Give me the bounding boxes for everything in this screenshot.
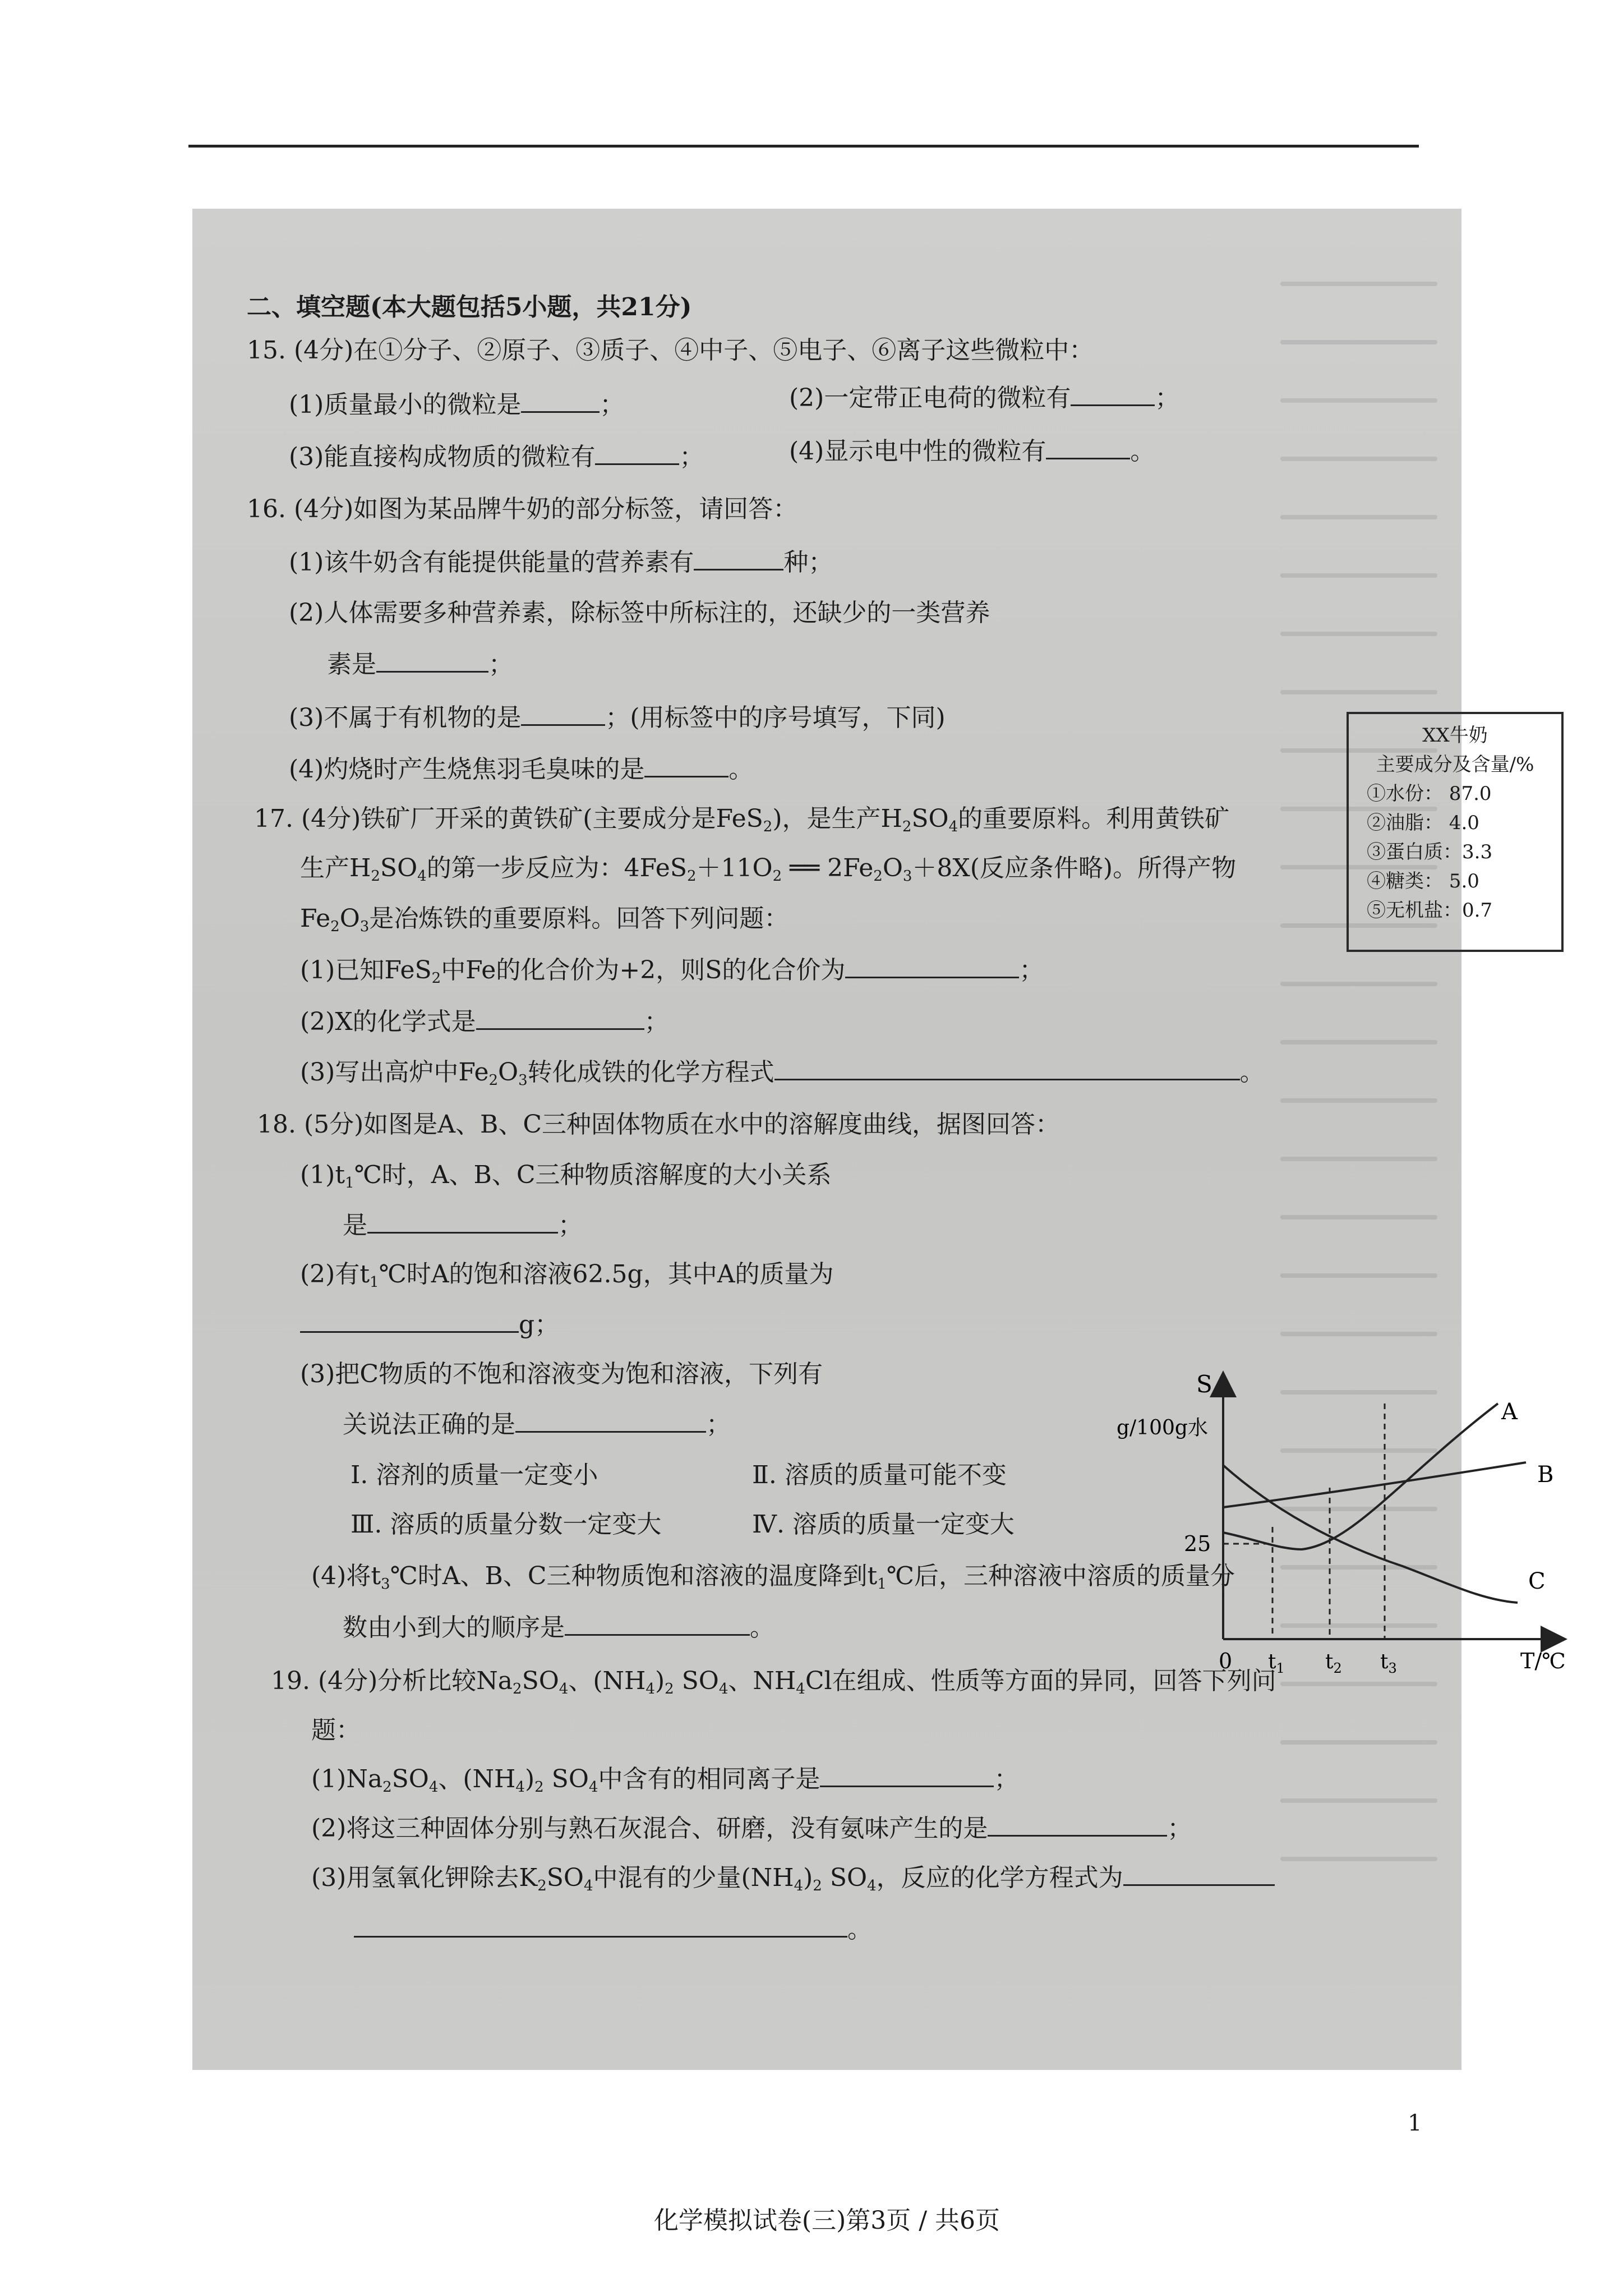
y-axis-unit: g/100g水 [1117, 1416, 1208, 1439]
answer-blank[interactable] [521, 704, 605, 726]
q18-part3: (3)把C物质的不饱和溶液变为饱和溶液，下列有 [300, 1360, 823, 1388]
answer-blank[interactable] [595, 443, 679, 465]
q19-stem: 19. (4分)分析比较$Na_2SO_4$、$(NH_4)_2$ $SO_4$、$NH_4Cl$在组成、性质等方面的异同，回答下列问 [271, 1667, 1276, 1697]
q18-part4: (4)将$t_3℃$时A、B、C三种物质饱和溶液的温度降到$t_1℃$后，三种溶液中溶质的质量分 [311, 1562, 1235, 1593]
q17-part2: (2)X的化学式是 ； [300, 1007, 669, 1036]
x-tick-label: $t_1$ [1268, 1650, 1285, 1676]
q15-stem: 15. (4分)在①分子、②原子、③质子、④中子、⑤电子、⑥离子这些微粒中： [247, 336, 1094, 365]
answer-blank[interactable] [820, 1765, 994, 1787]
origin-label: 0 [1219, 1649, 1233, 1673]
q18-part2-cont: g； [300, 1309, 559, 1341]
milk-label-row: ②油脂： 4.0 [1367, 812, 1479, 834]
answer-blank[interactable] [774, 1059, 1240, 1080]
q17-stem: 17. (4分)铁矿厂开采的黄铁矿(主要成分是FeS$_2$)，是生产$H_2SO_4$的重要原料。利用黄铁矿 [254, 804, 1230, 835]
q15-part1: (1)质量最小的微粒是 ； [289, 390, 625, 419]
series-label-B: B [1537, 1462, 1554, 1488]
q16-stem: 16. (4分)如图为某品牌牛奶的部分标签，请回答： [247, 495, 798, 523]
q19-stem-cont: 题： [311, 1716, 361, 1745]
q18-option-4: Ⅳ. 溶质的质量一定变大 [752, 1510, 1015, 1539]
series-label-A: A [1501, 1399, 1518, 1425]
q18-option-1: Ⅰ. 溶剂的质量一定变小 [351, 1461, 598, 1489]
q18-part4-cont: 数由小到大的顺序是 。 [343, 1613, 774, 1642]
q15-part4: (4)显示电中性的微粒有 。 [789, 437, 1155, 466]
q16-part2-cont: 素是 ； [327, 650, 513, 679]
q16-part3: (3)不属于有机物的是 ；(用标签中的序号填写，下同) [289, 703, 946, 732]
milk-label-row: ①水份： 87.0 [1367, 783, 1492, 805]
answer-blank[interactable] [845, 956, 1019, 978]
header-rule [188, 145, 1419, 148]
answer-blank[interactable] [1123, 1864, 1275, 1886]
answer-blank[interactable] [515, 1411, 706, 1433]
x-tick-label: $t_2$ [1325, 1650, 1342, 1676]
answer-blank[interactable] [694, 549, 783, 570]
x-tick-label: $t_3$ [1380, 1650, 1397, 1676]
q17-part1: (1)已知FeS$_2$中Fe的化合价为+2，则S的化合价为 ； [300, 956, 1044, 987]
q18-part3-cont: 关说法正确的是 ； [343, 1410, 731, 1439]
answer-blank[interactable] [644, 756, 728, 777]
q18-stem: 18. (5分)如图是A、B、C三种固体物质在水中的溶解度曲线，据图回答： [257, 1110, 1061, 1139]
q15-part3: (3)能直接构成物质的微粒有 ； [289, 443, 704, 471]
milk-label-row: ④糖类： 5.0 [1367, 870, 1479, 892]
series-line-A [1223, 1404, 1498, 1549]
answer-blank[interactable] [565, 1614, 750, 1636]
milk-label-title: XX牛奶 [1422, 724, 1488, 747]
scanned-exam-page [192, 209, 1566, 2235]
answer-blank[interactable] [476, 1008, 644, 1030]
q17-part3: (3)写出高炉中$Fe_2O_3$转化成铁的化学方程式 。 [300, 1058, 1265, 1089]
q17-line3: $Fe_2O_3$是冶炼铁的重要原料。回答下列问题： [300, 904, 789, 935]
q18-part2: (2)有$t_1℃$时A的饱和溶液62.5g，其中A的质量为 [300, 1260, 834, 1291]
q19-part3-cont: 。 [354, 1914, 872, 1945]
q16-part4: (4)灼烧时产生烧焦羽毛臭味的是 。 [289, 755, 754, 784]
q17-line2: 生产$H_2SO_4$的第一步反应为：$4FeS_2+11O_2$ ══ $2Fe_2O_3+8X$(反应条件略)。所得产物 [300, 854, 1237, 885]
answer-blank[interactable] [988, 1815, 1167, 1837]
answer-blank[interactable] [300, 1311, 519, 1333]
answer-blank[interactable] [376, 651, 488, 673]
section-heading: 二、填空题(本大题包括5小题，共21分) [247, 293, 692, 321]
series-label-C: C [1528, 1568, 1546, 1594]
q16-part2: (2)人体需要多种营养素，除标签中所标注的，还缺少的一类营养 [289, 599, 990, 627]
milk-label-subtitle: 主要成分及含量/% [1376, 753, 1534, 776]
page-footer: 化学模拟试卷(三)第3页 / 共6页 [653, 2206, 1000, 2235]
q15-part2: (2)一定带正电荷的微粒有 ； [789, 384, 1180, 412]
answer-blank[interactable] [521, 391, 600, 413]
q18-part1: $(1)t_1℃$时，A、B、C三种物质溶解度的大小关系 [300, 1161, 832, 1191]
answer-blank[interactable] [367, 1212, 558, 1234]
milk-label-row: ⑤无机盐：0.7 [1367, 899, 1493, 922]
answer-blank[interactable] [1046, 438, 1130, 459]
q18-option-2: Ⅱ. 溶质的质量可能不变 [752, 1461, 1007, 1489]
solubility-chart [1117, 1364, 1571, 1678]
answer-blank[interactable] [354, 1916, 847, 1938]
q19-part2: (2)将这三种固体分别与熟石灰混合、研磨，没有氨味产生的是 ； [311, 1814, 1192, 1843]
page-number: 1 [1408, 2110, 1422, 2136]
y-axis-label: S [1196, 1370, 1212, 1398]
q18-part1-cont: 是 ； [343, 1211, 583, 1240]
x-ticks [1268, 1650, 1397, 1676]
x-axis-label: T/℃ [1520, 1649, 1566, 1673]
answer-blank[interactable] [1071, 384, 1155, 406]
q16-part1: (1)该牛奶含有能提供能量的营养素有 种； [289, 548, 833, 577]
y-tick-label: 25 [1184, 1531, 1211, 1556]
q19-part3: (3)用氢氧化钾除去$K_2SO_4$中混有的少量$(NH_4)_2$ $SO_4$，反应的化学方程式为 [311, 1862, 1275, 1902]
milk-label [1347, 712, 1564, 952]
q18-option-3: Ⅲ. 溶质的质量分数一定变大 [351, 1510, 662, 1539]
q19-part1: $(1)Na_2SO_4$、$(NH_4)_2$ $SO_4$中含有的相同离子是 ； [311, 1765, 1019, 1796]
milk-label-row: ③蛋白质：3.3 [1367, 841, 1493, 863]
